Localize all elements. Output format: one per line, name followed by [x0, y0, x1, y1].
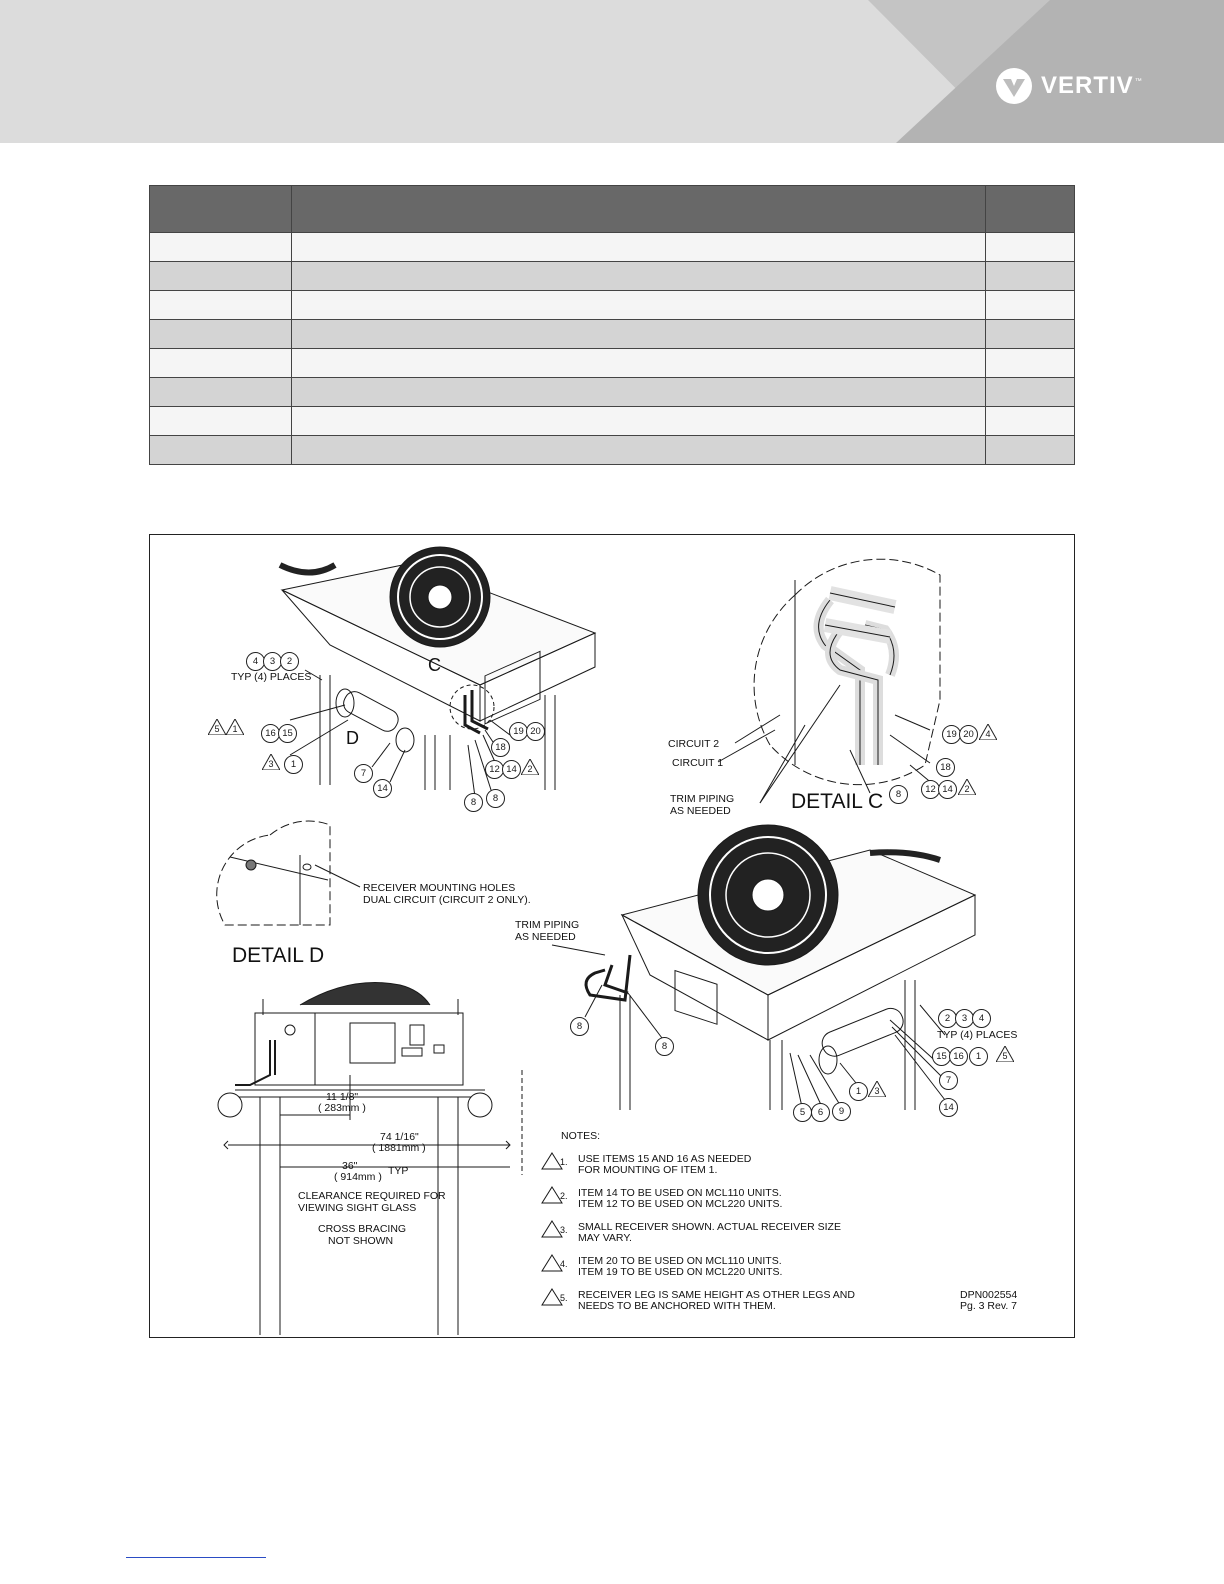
brand-tm: ™ [1134, 78, 1142, 85]
dim-11-in: 11 1/8" [326, 1091, 359, 1103]
note-line: NEEDS TO BE ANCHORED WITH THEM. [578, 1300, 776, 1312]
balloon: 19 [942, 725, 961, 744]
note-line: FOR MOUNTING OF ITEM 1. [578, 1164, 718, 1176]
balloon: 15 [278, 724, 297, 743]
front-elevation [218, 983, 522, 1336]
balloon: 14 [373, 779, 392, 798]
vertiv-logo [994, 66, 1142, 106]
note-line: SMALL RECEIVER SHOWN. ACTUAL RECEIVER SIZE [578, 1221, 841, 1233]
note-line: ITEM 19 TO BE USED ON MCL220 UNITS. [578, 1266, 783, 1278]
table-cell [150, 291, 292, 320]
balloon: 7 [354, 764, 373, 783]
note-num: 4. [560, 1259, 568, 1269]
balloon: 15 [932, 1047, 951, 1066]
table-row [150, 233, 1075, 262]
table-cell [986, 262, 1075, 291]
balloon: 8 [486, 789, 505, 808]
note-ref: 5 [1002, 1051, 1008, 1061]
balloon: 5 [793, 1103, 812, 1122]
cross-bracing-label-2: NOT SHOWN [328, 1235, 394, 1247]
balloon: 8 [570, 1017, 589, 1036]
table-header-cell [292, 186, 986, 233]
table-cell [292, 436, 986, 465]
balloon: 14 [938, 780, 957, 799]
view-c-label: C [428, 655, 441, 675]
note-triangle [958, 779, 976, 795]
dim-11-mm: ( 283mm ) [318, 1102, 366, 1114]
note-ref: 2 [964, 784, 970, 794]
table-row [150, 407, 1075, 436]
balloon: 6 [811, 1103, 830, 1122]
balloon: 16 [949, 1047, 968, 1066]
table-cell [150, 233, 292, 262]
note-triangle [521, 759, 539, 775]
detail-c-view [718, 559, 940, 803]
detail-d-view [217, 821, 360, 925]
installation-drawing [149, 534, 1075, 1338]
balloon: 14 [939, 1098, 958, 1117]
clearance-label-2: VIEWING SIGHT GLASS [298, 1202, 417, 1214]
table-cell [292, 262, 986, 291]
balloon: 2 [938, 1009, 957, 1028]
typ-places-label: TYP (4) PLACES [231, 671, 312, 683]
note-line: ITEM 12 TO BE USED ON MCL220 UNITS. [578, 1198, 783, 1210]
balloon: 12 [921, 780, 940, 799]
circuit-1-label: CIRCUIT 1 [672, 757, 724, 769]
dim-36-mm: ( 914mm ) [334, 1171, 382, 1183]
balloon: 18 [936, 758, 955, 777]
receiver-holes-label: RECEIVER MOUNTING HOLES [363, 882, 516, 894]
table-cell [986, 233, 1075, 262]
table-row [150, 349, 1075, 378]
view-d-label: D [346, 728, 359, 748]
balloon: 14 [502, 760, 521, 779]
balloon: 7 [939, 1071, 958, 1090]
page-header [0, 0, 1224, 143]
balloon: 1 [969, 1047, 988, 1066]
note-line: USE ITEMS 15 AND 16 AS NEEDED [578, 1153, 752, 1165]
table-cell [986, 291, 1075, 320]
note-ref: 5 [214, 724, 220, 734]
note-num: 1. [560, 1157, 568, 1167]
balloon: 18 [491, 738, 510, 757]
balloon: 8 [655, 1037, 674, 1056]
notes-triangles [542, 1153, 562, 1305]
table-header-cell [986, 186, 1075, 233]
table-row [150, 262, 1075, 291]
notes-title: NOTES: [561, 1130, 601, 1142]
table-row [150, 291, 1075, 320]
table-cell [292, 291, 986, 320]
note-line: RECEIVER LEG IS SAME HEIGHT AS OTHER LEGS AND [578, 1289, 855, 1301]
table-cell [292, 349, 986, 378]
footer-link-rule [126, 1557, 266, 1558]
clearance-label: CLEARANCE REQUIRED FOR [298, 1190, 446, 1202]
table-cell [292, 320, 986, 349]
balloon: 20 [959, 725, 978, 744]
note-triangle [262, 754, 280, 770]
table-cell [986, 320, 1075, 349]
note-line: ITEM 20 TO BE USED ON MCL110 UNITS. [578, 1255, 782, 1267]
receiver-holes-label-2: DUAL CIRCUIT (CIRCUIT 2 ONLY). [363, 894, 531, 906]
detail-c-title: DETAIL C [791, 790, 884, 813]
note-ref: 2 [527, 764, 533, 774]
note-triangle [996, 1046, 1014, 1062]
note-triangle [226, 719, 244, 735]
balloon: 19 [509, 722, 528, 741]
table-cell [292, 407, 986, 436]
table-cell [150, 349, 292, 378]
typ-label: TYP [388, 1165, 409, 1177]
table-cell [292, 233, 986, 262]
balloon: 20 [526, 722, 545, 741]
balloon: 2 [280, 652, 299, 671]
table-cell [986, 407, 1075, 436]
balloon: 1 [849, 1082, 868, 1101]
note-ref: 1 [232, 724, 238, 734]
note-line: ITEM 14 TO BE USED ON MCL110 UNITS. [578, 1187, 782, 1199]
balloon: 4 [246, 652, 265, 671]
vertiv-v-mark-icon [994, 66, 1034, 106]
table-cell [150, 320, 292, 349]
table-cell [150, 378, 292, 407]
trim-piping-label-right: TRIM PIPING [515, 919, 580, 931]
dim-36-in: 36" [342, 1160, 358, 1172]
balloon: 4 [972, 1009, 991, 1028]
detail-d-title: DETAIL D [232, 944, 325, 967]
table-cell [986, 436, 1075, 465]
doc-id: DPN002554 [960, 1289, 1018, 1301]
table-cell [150, 407, 292, 436]
iso-unit-right [552, 825, 975, 1110]
trim-piping-label: TRIM PIPING [670, 793, 735, 805]
brand-name: VERTIV [1041, 72, 1134, 99]
note-ref: 3 [268, 759, 274, 769]
balloon: 1 [284, 755, 303, 774]
note-ref: 3 [874, 1086, 880, 1096]
dim-74-in: 74 1/16" [380, 1131, 419, 1143]
cross-bracing-label: CROSS BRACING [318, 1223, 407, 1235]
table-cell [986, 378, 1075, 407]
table-cell [292, 378, 986, 407]
table-cell [150, 436, 292, 465]
parts-table [149, 185, 1075, 465]
balloon: 16 [261, 724, 280, 743]
note-num: 3. [560, 1225, 568, 1235]
table-cell [150, 262, 292, 291]
balloon: 3 [263, 652, 282, 671]
doc-rev: Pg. 3 Rev. 7 [960, 1300, 1018, 1312]
trim-piping-label-2: AS NEEDED [670, 805, 731, 817]
trim-piping-label-right-2: AS NEEDED [515, 931, 576, 943]
note-triangle [208, 719, 226, 735]
note-num: 2. [560, 1191, 568, 1201]
note-num: 5. [560, 1293, 568, 1303]
note-line: MAY VARY. [578, 1232, 632, 1244]
table-row [150, 436, 1075, 465]
table-row [150, 378, 1075, 407]
circuit-2-label: CIRCUIT 2 [668, 738, 720, 750]
table-header-row [150, 186, 1075, 233]
typ-places-right: TYP (4) PLACES [937, 1029, 1018, 1041]
table-row [150, 320, 1075, 349]
table-cell [986, 349, 1075, 378]
balloon: 9 [832, 1102, 851, 1121]
balloon: 8 [889, 785, 908, 804]
balloon: 8 [464, 793, 483, 812]
balloon: 3 [955, 1009, 974, 1028]
table-header-cell [150, 186, 292, 233]
dim-74-mm: ( 1881mm ) [372, 1142, 426, 1154]
balloon: 12 [485, 760, 504, 779]
note-ref: 4 [985, 729, 991, 739]
note-triangle [868, 1081, 886, 1097]
note-triangle [979, 724, 997, 740]
